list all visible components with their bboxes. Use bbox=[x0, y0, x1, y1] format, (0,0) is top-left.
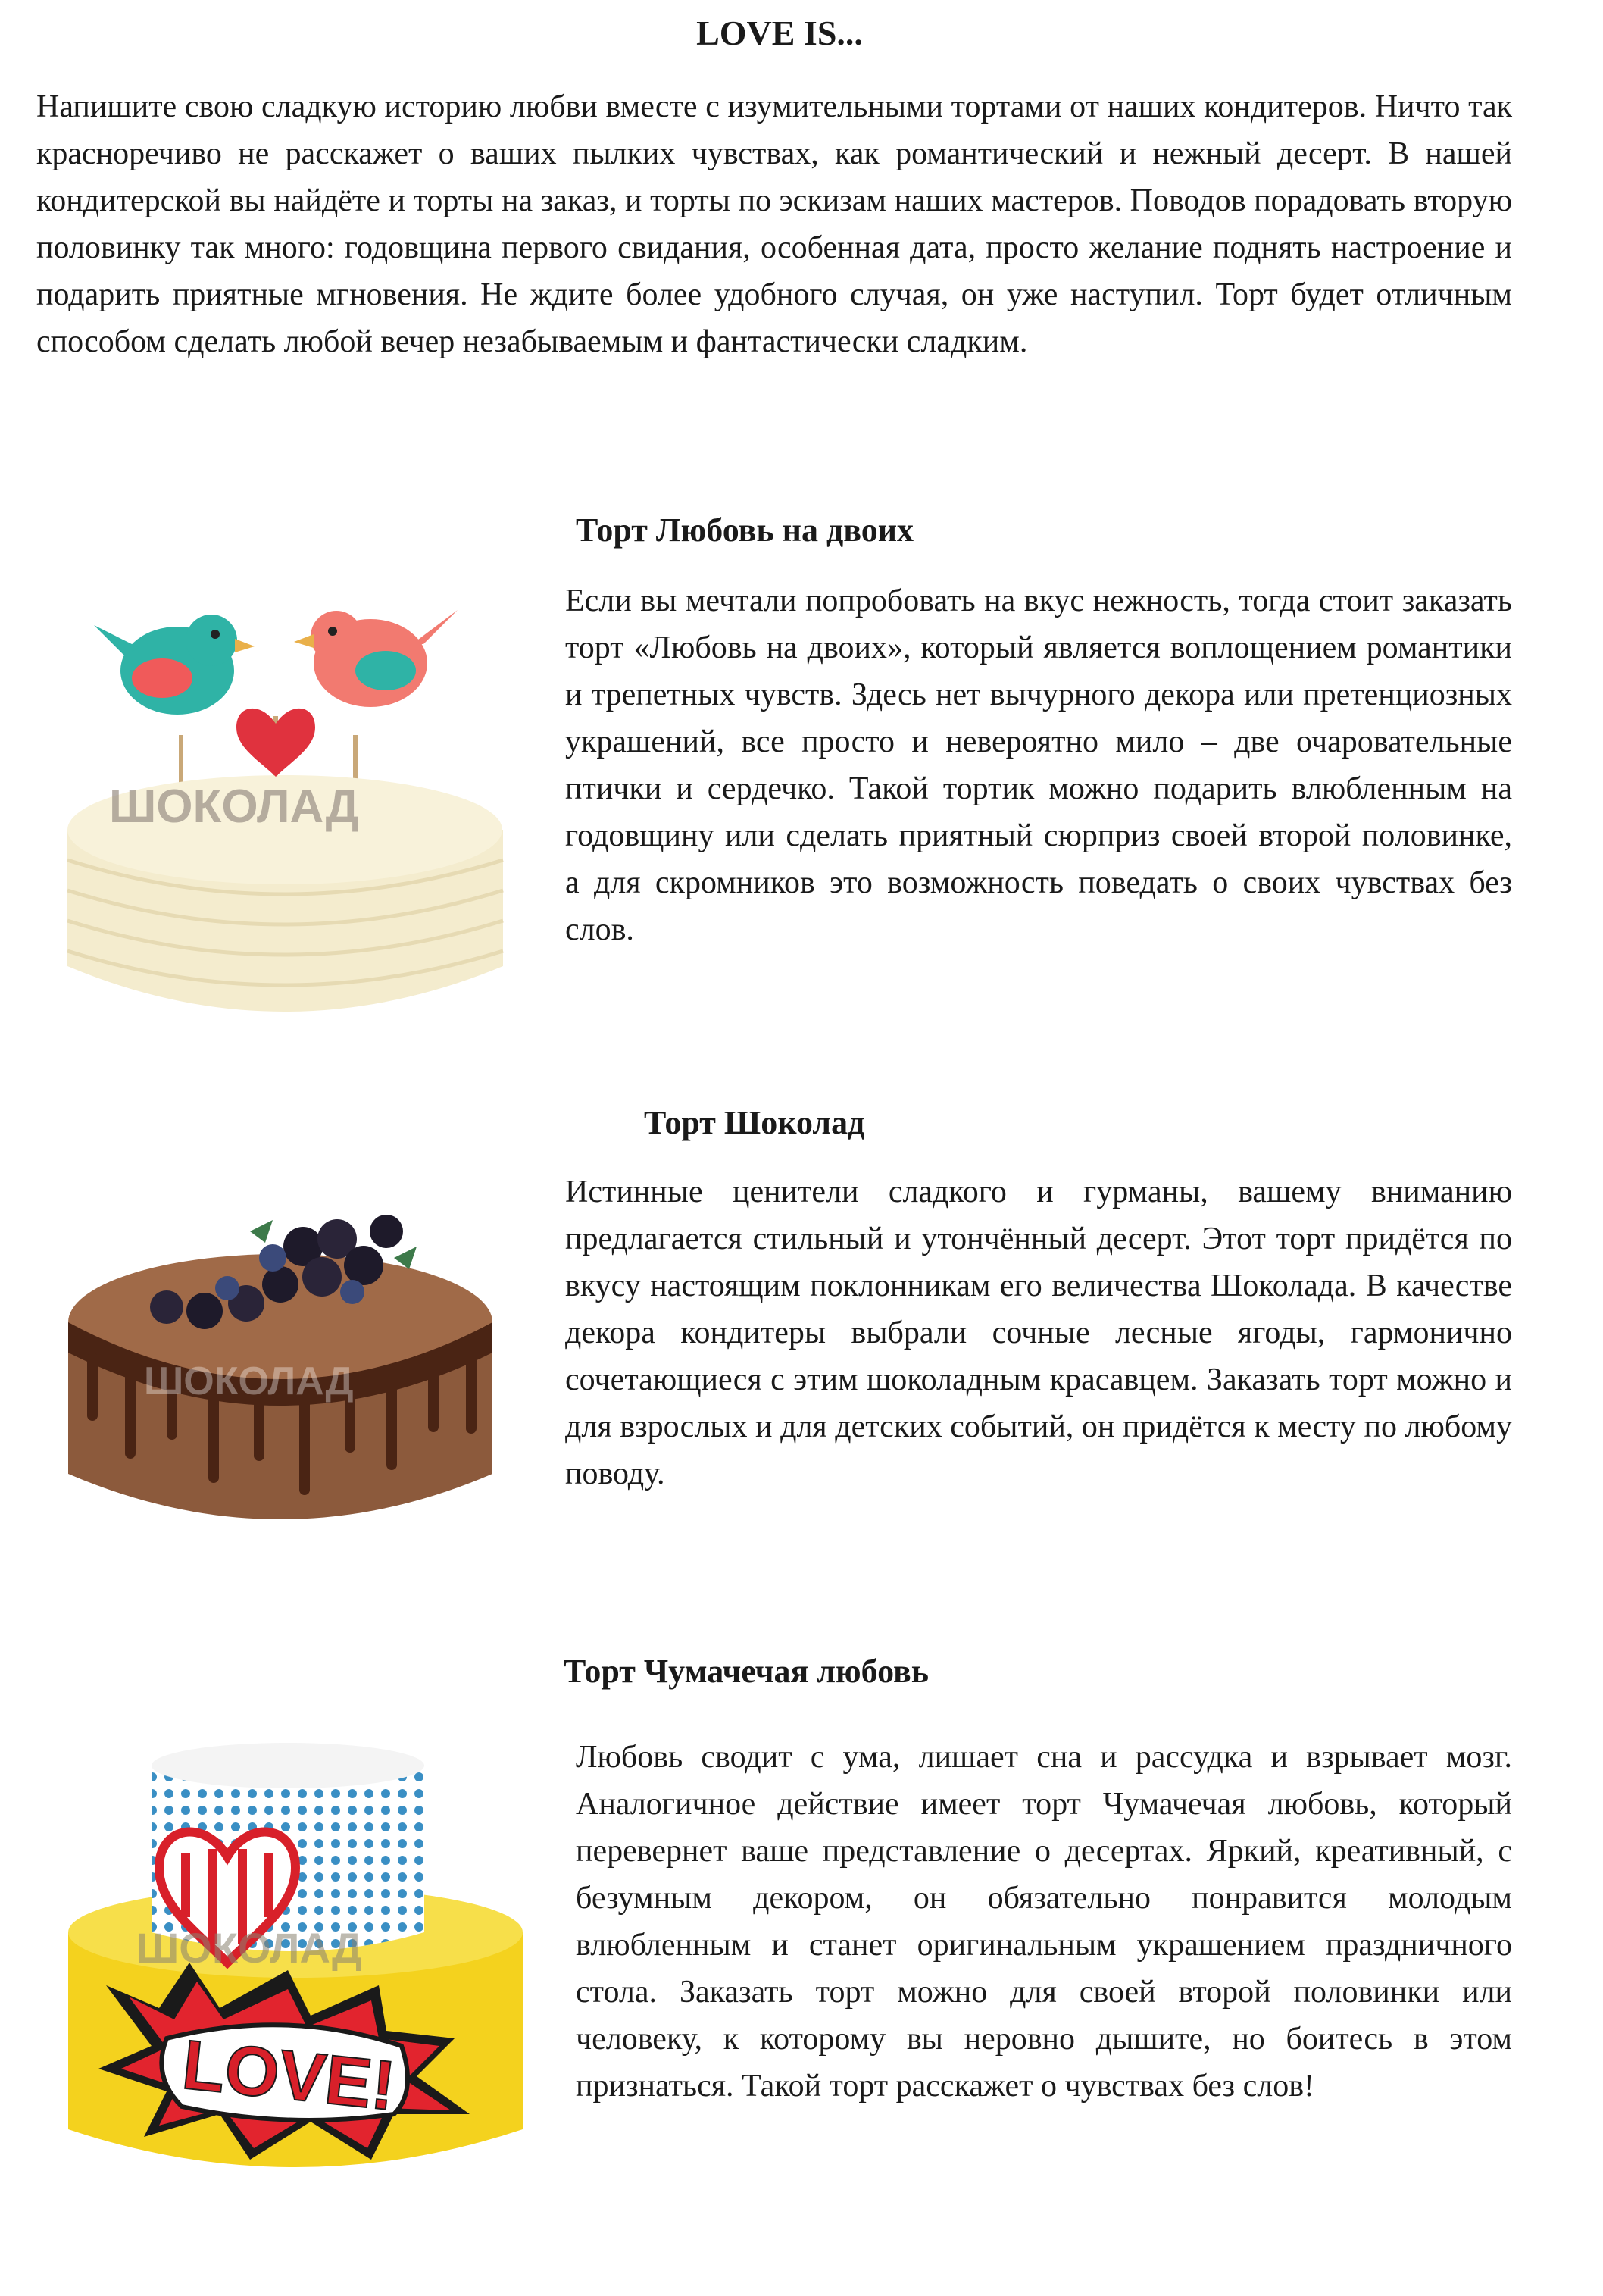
photo-watermark: ШОКОЛАД bbox=[136, 1924, 362, 1972]
cake-photo-love-for-two bbox=[33, 572, 548, 1042]
coral-bird-topper-icon bbox=[294, 610, 458, 707]
section-title-crazy-love: Торт Чумачечая любовь bbox=[564, 1653, 930, 1690]
photo-watermark: ШОКОЛАД bbox=[109, 780, 359, 833]
intro-paragraph: Напишите свою сладкую историю любви вместе с изумительными тортами от наших кондитеров. Ничто так красноречиво не расскажет о ваших пылких чувствах, как романтический и нежный десерт. В нашей кондитерской вы найдёте и торты на заказ, и торты по эскизам наших мастеров. Поводов порадовать вторую половинку так много: годовщина первого свидания, особенная дата, просто желание поднять настроение и подарить приятные мгновения. Не ждите более удобного случая, он уже наступил. Торт будет отличным способом сделать любой вечер незабываемым и фантастически сладким. bbox=[36, 89, 1512, 359]
teal-bird-topper-icon bbox=[94, 615, 255, 715]
section-text-chocolate: Истинные ценители сладкого и гурманы, вашему вниманию предлагается стильный и утончённый десерт. Этот торт придётся по вкусу настоящим поклонникам его величества Шоколада. В качестве декора кондитеры выбрали сочные лесные ягоды, гармонично сочетающиеся с этим шоколадным красавцем. Заказать торт можно и для взрослых и для детских событий, он придётся к месту по любому поводу. bbox=[565, 1175, 1512, 1491]
section-title-love-for-two: Торт Любовь на двоих bbox=[576, 511, 914, 549]
section-title-chocolate: Торт Шоколад bbox=[644, 1104, 865, 1141]
photo-watermark: ШОКОЛАД bbox=[144, 1359, 354, 1403]
cake-photo-chocolate bbox=[53, 1186, 508, 1550]
document-title: LOVE IS... bbox=[696, 14, 863, 52]
section-text-love-for-two: Если вы мечтали попробовать на вкус нежность, тогда стоит заказать торт «Любовь на двоих», который является воплощением романтики и трепетных чувств. Здесь нет вычурного декора или претенциозных украшений, все просто и невероятно мило – две очаровательные птички и сердечко. Такой тортик можно подарить влюбленным на годовщину или сделать приятный сюрприз своей второй половинке, а для скромников это возможность поведать о своих чувствах без слов. bbox=[565, 583, 1512, 947]
love-cake-label: LOVE! bbox=[179, 2025, 399, 2126]
section-text-crazy-love: Любовь сводит с ума, лишает сна и рассудка и взрывает мозг. Аналогичное действие имеет торт Чумачечая любовь, который перевернет ваше представление о десертах. Яркий, креативный, с безумным декором, он обязательно понравится молодым влюбленным и станет оригинальным украшением праздничного стола. Заказать торт можно для своей второй половинки или человеку, к которому вы неровно дышите, но боитесь в этом признаться. Такой торт расскажет о чувствах без слов! bbox=[576, 1740, 1512, 2104]
cake-photo-crazy-love bbox=[61, 1735, 530, 2190]
